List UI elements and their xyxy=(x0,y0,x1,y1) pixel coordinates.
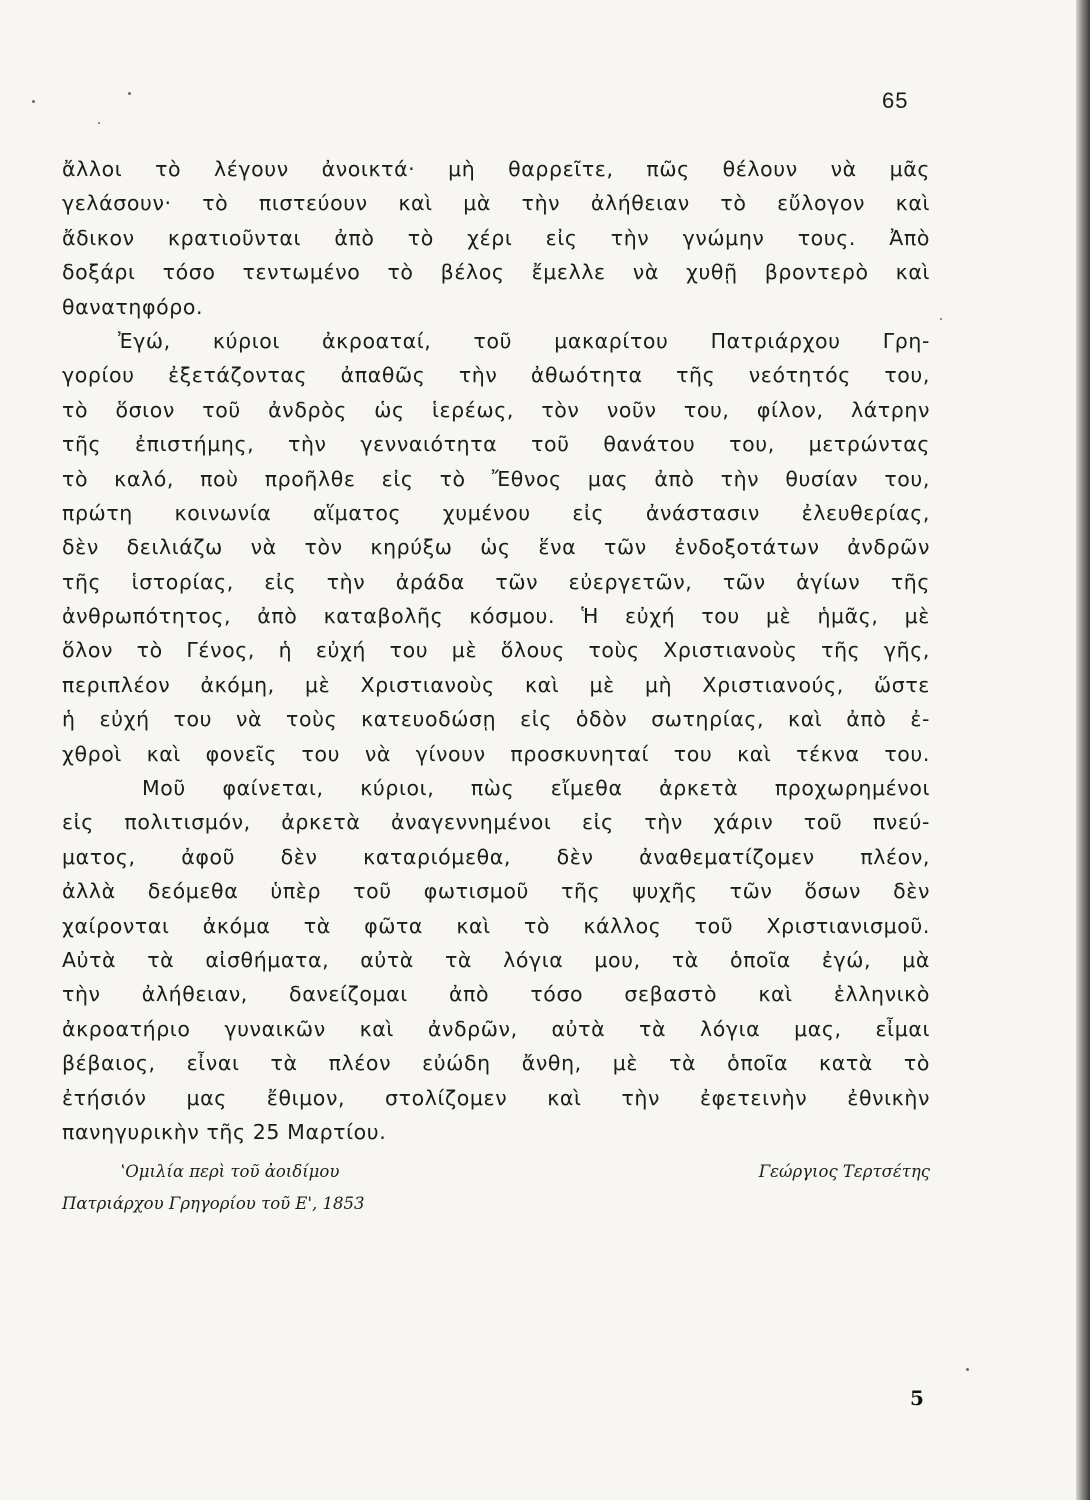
scan-speck xyxy=(966,1368,969,1371)
author-name: Γεώργιος Τερτσέτης xyxy=(758,1162,930,1181)
text-line: ἀκροατήριο γυναικῶν καὶ ἀνδρῶν, αὐτὰ τὰ λόγια μας, εἶμαι xyxy=(62,1016,930,1041)
text-line: θανατηφόρο. xyxy=(62,294,204,319)
text-line: ἡ εὐχή του νὰ τοὺς κατευοδώσῃ εἰς ὁδὸν σωτηρίας, καὶ ἀπὸ ἐ- xyxy=(62,707,930,732)
text-line: βέβαιος, εἶναι τὰ πλέον εὐώδη ἄνθη, μὲ τὰ ὁποῖα κατὰ τὸ xyxy=(62,1051,930,1076)
text-line: γελάσουν· τὸ πιστεύουν καὶ μὰ τὴν ἀλήθειαν τὸ εὔλογον καὶ xyxy=(62,191,930,216)
text-line: ἐτήσιόν μας ἔθιμον, στολίζομεν καὶ τὴν ἐφετεινὴν ἐθνικὴν xyxy=(62,1085,930,1110)
scan-speck xyxy=(940,318,942,320)
scan-speck xyxy=(128,92,131,95)
scan-speck xyxy=(98,122,100,124)
body-text xyxy=(62,152,930,1149)
page-number: 65 xyxy=(882,88,909,113)
text-line: Μοῦ φαίνεται, κύριοι, πὼς εἴμεθα ἀρκετὰ προχωρημένοι xyxy=(142,776,930,801)
scan-speck xyxy=(32,100,35,103)
text-line: εἰς πολιτισμόν, ἀρκετὰ ἀναγεννημένοι εἰς τὴν χάριν τοῦ πνεύ- xyxy=(62,810,930,835)
page-edge-shadow xyxy=(1076,0,1090,1500)
text-line: ἄλλοι τὸ λέγουν ἀνοικτά· μὴ θαρρεῖτε, πῶς θέλουν νὰ μᾶς xyxy=(62,157,930,181)
source-citation-line: ʽΟμιλία περὶ τοῦ ἀοιδίμου xyxy=(120,1162,340,1181)
text-line: ἄδικον κρατιοῦνται ἀπὸ τὸ χέρι εἰς τὴν γνώμην τους. Ἀπὸ xyxy=(62,225,930,250)
text-line: ἀνθρωπότητος, ἀπὸ καταβολῆς κόσμου. Ἡ εὐχή του μὲ ἡμᾶς, μὲ xyxy=(62,604,930,629)
text-line: Αὐτὰ τὰ αἰσθήματα, αὐτὰ τὰ λόγια μου, τὰ ὁποῖα ἐγώ, μὰ xyxy=(62,947,930,972)
text-line: περιπλέον ἀκόμη, μὲ Χριστιανοὺς καὶ μὲ μὴ Χριστιανούς, ὥστε xyxy=(62,672,930,697)
text-line: τῆς ἱστορίας, εἰς τὴν ἀράδα τῶν εὐεργετῶν, τῶν ἁγίων τῆς xyxy=(62,569,930,594)
text-line: δοξάρι τόσο τεντωμένο τὸ βέλος ἔμελλε νὰ χυθῇ βροντερὸ καὶ xyxy=(62,260,930,285)
text-line: τὸ καλό, ποὺ προῆλθε εἰς τὸ Ἔθνος μας ἀπὸ τὴν θυσίαν του, xyxy=(62,466,930,491)
text-line: πανηγυρικὴν τῆς 25 Μαρτίου. xyxy=(62,1119,387,1144)
signature-block xyxy=(62,1162,930,1232)
text-line: χθροὶ καὶ φονεῖς του νὰ γίνουν προσκυνηταί του καὶ τέκνα του. xyxy=(62,741,930,766)
text-line: τὴν ἀλήθειαν, δανείζομαι ἀπὸ τόσο σεβαστὸ καὶ ἑλληνικὸ xyxy=(62,982,930,1007)
text-line: ὅλον τὸ Γένος, ἡ εὐχή του μὲ ὅλους τοὺς Χριστιανοὺς τῆς γῆς, xyxy=(62,638,930,663)
text-line: γορίου ἐξετάζοντας ἀπαθῶς τὴν ἀθωότητα τῆς νεότητός του, xyxy=(62,363,930,388)
source-citation-line: Πατριάρχου Γρηγορίου τοῦ Ε', 1853 xyxy=(62,1194,365,1213)
sheet-number: 5 xyxy=(910,1386,924,1410)
text-line: τῆς ἐπιστήμης, τὴν γενναιότητα τοῦ θανάτου του, μετρώντας xyxy=(62,432,930,457)
text-line: δὲν δειλιάζω νὰ τὸν κηρύξω ὡς ἕνα τῶν ἐνδοξοτάτων ἀνδρῶν xyxy=(62,535,930,560)
text-line: χαίρονται ἀκόμα τὰ φῶτα καὶ τὸ κάλλος τοῦ Χριστιανισμοῦ. xyxy=(62,913,930,938)
text-line: Ἐγώ, κύριοι ἀκροαταί, τοῦ μακαρίτου Πατριάρχου Γρη- xyxy=(118,328,930,353)
text-line: ματος, ἀφοῦ δὲν καταριόμεθα, δὲν ἀναθεματίζομεν πλέον, xyxy=(62,844,930,869)
text-line: τὸ ὅσιον τοῦ ἀνδρὸς ὡς ἱερέως, τὸν νοῦν του, φίλον, λάτρην xyxy=(62,397,930,422)
text-line: ἀλλὰ δεόμεθα ὑπὲρ τοῦ φωτισμοῦ τῆς ψυχῆς τῶν ὅσων δὲν xyxy=(62,879,930,904)
text-line: πρώτη κοινωνία αἵματος χυμένου εἰς ἀνάστασιν ἐλευθερίας, xyxy=(62,500,930,525)
